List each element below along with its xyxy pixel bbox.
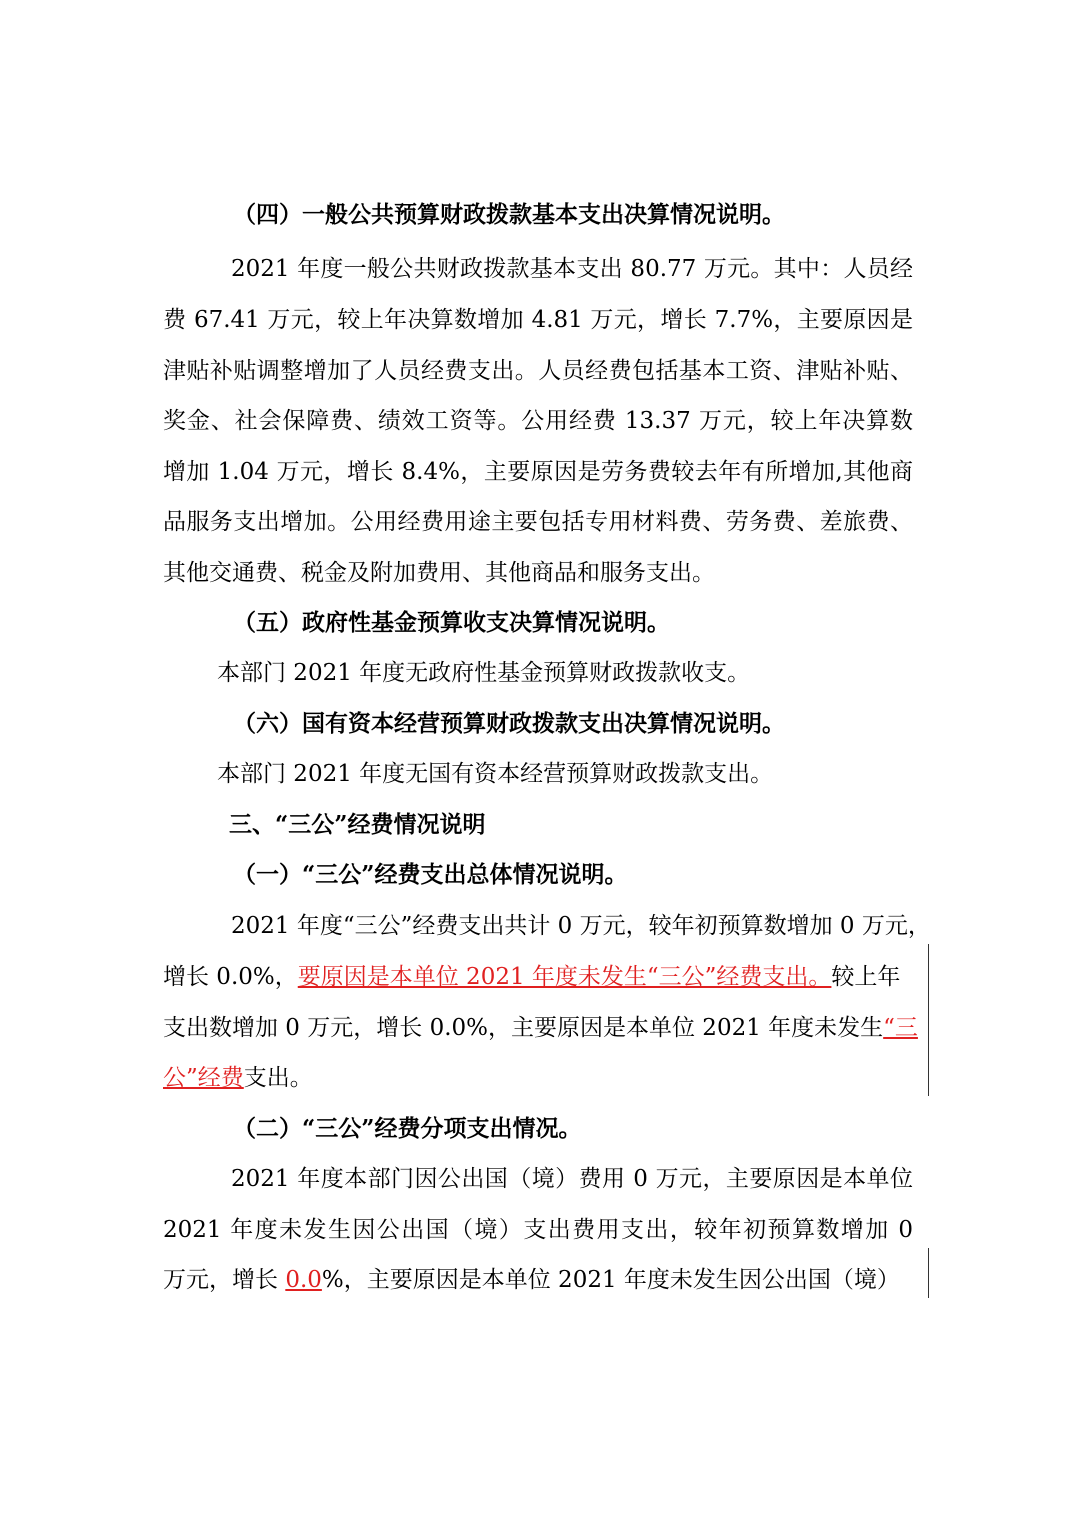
paragraph-line xyxy=(163,1255,913,1305)
part3-heading: 三、“三公”经费情况说明 xyxy=(229,811,486,838)
revision-text: “三 xyxy=(883,1015,918,1041)
paragraph-line xyxy=(163,1053,913,1103)
paragraph-line: 2021 年度一般公共财政拨款基本支出 80.77 万元。其中：人员经 xyxy=(231,256,913,282)
section5-text: 本部门 2021 年度无政府性基金预算财政拨款收支。 xyxy=(217,660,751,686)
paragraph-line: 品服务支出增加。公用经费用途主要包括专用材料费、劳务费、差旅费、 xyxy=(163,509,913,535)
revision-text: 要原因是本单位 2021 年度未发生“三公”经费支出。 xyxy=(297,964,832,990)
text-run: 较上年 xyxy=(831,964,901,990)
change-bar xyxy=(928,944,929,1096)
text-run: 增长 0.0%， xyxy=(163,964,298,990)
text-run: 万元，增长 xyxy=(163,1267,286,1293)
section4-heading: （四）一般公共预算财政拨款基本支出决算情况说明。 xyxy=(233,201,785,228)
section6-text: 本部门 2021 年度无国有资本经营预算财政拨款支出。 xyxy=(217,761,774,787)
part3-sub2-heading: （二）“三公”经费分项支出情况。 xyxy=(233,1115,582,1142)
revision-text: 0.0 xyxy=(285,1267,322,1293)
paragraph-line: 2021 年度未发生因公出国（境）支出费用支出，较年初预算数增加 0 xyxy=(163,1217,913,1243)
paragraph-line: 费 67.41 万元，较上年决算数增加 4.81 万元，增长 7.7%，主要原因是 xyxy=(163,307,913,333)
revision-text: 公”经费 xyxy=(163,1065,244,1091)
paragraph-line: 增加 1.04 万元，增长 8.4%，主要原因是劳务费较去年有所增加,其他商 xyxy=(163,459,913,485)
paragraph-line: 津贴补贴调整增加了人员经费支出。人员经费包括基本工资、津贴补贴、 xyxy=(163,358,913,384)
paragraph-line: 2021 年度本部门因公出国（境）费用 0 万元，主要原因是本单位 xyxy=(231,1166,913,1192)
paragraph-line xyxy=(163,1003,918,1053)
paragraph-line: 奖金、社会保障费、绩效工资等。公用经费 13.37 万元，较上年决算数 xyxy=(163,408,913,434)
paragraph-line: 2021 年度“三公”经费支出共计 0 万元，较年初预算数增加 0 万元， xyxy=(231,913,931,939)
section5-heading: （五）政府性基金预算收支决算情况说明。 xyxy=(233,609,670,636)
paragraph-line: 其他交通费、税金及附加费用、其他商品和服务支出。 xyxy=(163,560,715,586)
text-run: %，主要原因是本单位 2021 年度未发生因公出国（境） xyxy=(321,1267,900,1293)
part3-sub1-heading: （一）“三公”经费支出总体情况说明。 xyxy=(233,861,628,888)
text-run: 支出。 xyxy=(243,1065,313,1091)
change-bar xyxy=(928,1248,929,1298)
text-run: 支出数增加 0 万元，增长 0.0%，主要原因是本单位 2021 年度未发生 xyxy=(163,1015,884,1041)
section6-heading: （六）国有资本经营预算财政拨款支出决算情况说明。 xyxy=(233,710,785,737)
paragraph-line xyxy=(163,952,913,1002)
